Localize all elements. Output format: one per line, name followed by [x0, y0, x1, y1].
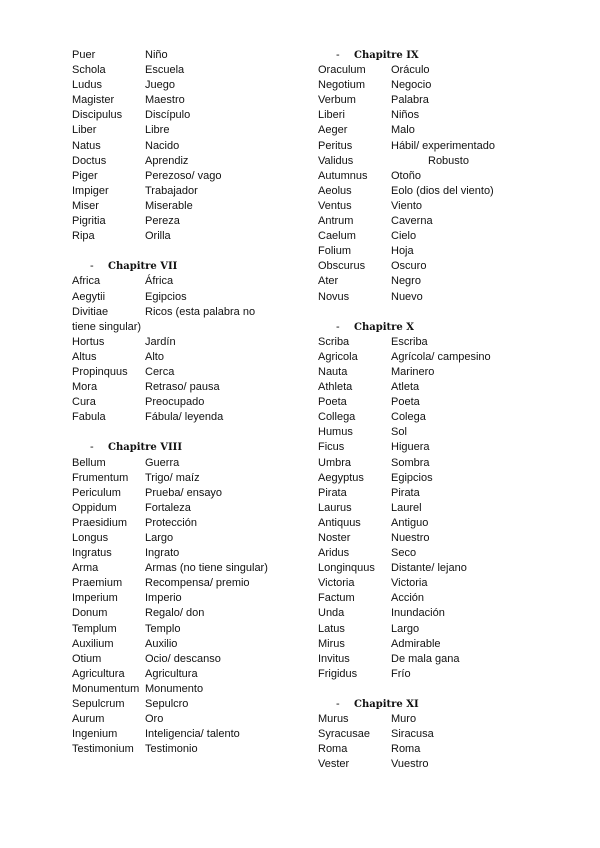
latin-word: Mora	[72, 381, 98, 394]
latin-word: Nauta	[318, 365, 348, 378]
vocab-row	[72, 380, 302, 395]
latin-word: Imperium	[72, 592, 118, 605]
latin-word: Templum	[72, 622, 117, 635]
latin-word: Syracusae	[318, 728, 370, 741]
spanish-translation: Siracusa	[391, 728, 434, 741]
translation-continuation: tiene singular)	[72, 320, 142, 333]
latin-word: Piger	[72, 169, 98, 182]
latin-word: Humus	[318, 426, 353, 439]
vocab-row	[72, 214, 302, 229]
spanish-translation: Hábil/ experimentado	[391, 139, 495, 152]
latin-word: Aridus	[318, 547, 350, 560]
vocab-row	[72, 531, 302, 546]
vocab-row	[318, 199, 578, 214]
spanish-translation: Miserable	[145, 199, 193, 212]
vocab-row	[318, 516, 578, 531]
spanish-translation: Largo	[145, 532, 174, 544]
vocab-row	[72, 78, 302, 93]
latin-word: Africa	[72, 275, 101, 288]
vocab-row	[72, 712, 302, 727]
spanish-translation: Atleta	[391, 381, 420, 394]
vocab-row	[72, 546, 302, 561]
vocab-row	[318, 456, 578, 471]
vocab-row	[318, 546, 578, 561]
chapter-heading-ix	[318, 48, 578, 63]
vocab-row	[72, 123, 302, 138]
spanish-translation: Guerra	[145, 456, 180, 469]
spacer	[318, 682, 578, 697]
latin-word: Discipulus	[72, 109, 123, 122]
vocab-row	[72, 652, 302, 667]
vocab-row	[318, 214, 578, 229]
spanish-translation: Otoño	[391, 169, 421, 182]
spanish-translation: Preocupado	[145, 396, 205, 409]
vocab-row	[318, 93, 578, 108]
latin-word: Laurus	[318, 501, 352, 514]
ch11-vocab-list	[318, 712, 578, 772]
vocab-row	[318, 425, 578, 440]
latin-word: Sepulcrum	[72, 698, 125, 711]
ch7-vocab-list-a	[72, 274, 302, 304]
spanish-translation: Ricos (esta palabra no	[145, 305, 256, 318]
latin-word: Pigritia	[72, 215, 106, 228]
latin-word: Mirus	[318, 637, 345, 650]
latin-word: Monumentum	[72, 682, 140, 695]
spanish-translation: Higuera	[391, 441, 430, 454]
latin-word: Longinquus	[318, 562, 375, 575]
latin-word: Ingratus	[72, 547, 112, 560]
heading-title: Chapitre XI	[354, 699, 419, 711]
left-column	[72, 48, 302, 757]
spanish-translation: Ingrato	[145, 547, 180, 560]
latin-word: Longus	[72, 532, 109, 544]
vocab-row	[318, 290, 578, 305]
latin-word: Divitiae	[72, 305, 109, 318]
spanish-translation: Robusto	[428, 154, 469, 167]
vocab-row	[318, 108, 578, 123]
vocab-row	[72, 154, 302, 169]
ch8-vocab-list	[72, 456, 302, 758]
vocab-row	[72, 682, 302, 697]
ch9-vocab-list-a	[318, 63, 578, 154]
spanish-translation: Inundación	[391, 607, 445, 620]
spanish-translation: Alto	[145, 350, 164, 363]
latin-word: Impiger	[72, 184, 109, 197]
spanish-translation: Imperio	[145, 592, 182, 605]
ch10-vocab-list	[318, 335, 578, 682]
spanish-translation: Victoria	[391, 577, 428, 590]
vocab-row	[318, 139, 578, 154]
vocab-row	[318, 335, 578, 350]
vocab-row	[318, 380, 578, 395]
latin-word: Praesidium	[72, 516, 128, 529]
spanish-translation: Eolo (dios del viento)	[391, 184, 494, 197]
latin-word: Noster	[318, 532, 351, 544]
spanish-translation: Libre	[145, 124, 170, 137]
spanish-translation: Pereza	[145, 215, 180, 228]
spanish-translation: Maestro	[145, 94, 185, 107]
heading-title: Chapitre VIII	[108, 442, 183, 454]
latin-word: Agricola	[318, 350, 358, 363]
latin-word: Invitus	[318, 652, 350, 665]
spanish-translation: Recompensa/ premio	[145, 577, 250, 590]
vocab-row	[72, 290, 302, 305]
spanish-translation: Pirata	[391, 486, 420, 499]
spanish-translation: Admirable	[391, 637, 441, 650]
latin-word: Liberi	[318, 109, 345, 122]
vocab-row-validus	[318, 154, 578, 169]
spanish-translation: Oráculo	[391, 64, 430, 77]
latin-word: Aegyptus	[318, 471, 364, 484]
latin-word: Ater	[318, 275, 339, 288]
latin-word: Testimonium	[72, 743, 134, 756]
heading-dash: -	[90, 441, 94, 454]
vocab-row	[72, 169, 302, 184]
spanish-translation: África	[145, 275, 174, 288]
vocab-row	[72, 395, 302, 410]
latin-word: Vester	[318, 758, 350, 771]
spanish-translation: Auxilio	[145, 637, 178, 650]
spanish-translation: Templo	[145, 622, 181, 635]
spanish-translation: Monumento	[145, 682, 204, 695]
vocab-row	[72, 606, 302, 621]
vocab-row	[318, 501, 578, 516]
vocab-row	[72, 501, 302, 516]
latin-word: Hortus	[72, 335, 105, 348]
spanish-translation: Jardín	[145, 335, 176, 348]
spanish-translation: Negocio	[391, 79, 432, 92]
spanish-translation: Frío	[391, 667, 411, 680]
latin-word: Doctus	[72, 154, 107, 167]
latin-word: Oraculum	[318, 64, 366, 77]
chapter-heading-vii	[72, 259, 302, 274]
latin-word: Validus	[318, 154, 354, 167]
vocab-row	[318, 712, 578, 727]
latin-word: Agricultura	[72, 667, 125, 680]
vocab-row	[318, 606, 578, 621]
latin-word: Ficus	[318, 441, 345, 454]
vocab-row	[72, 516, 302, 531]
spanish-translation: Cerca	[145, 365, 175, 378]
spanish-translation: Caverna	[391, 215, 433, 228]
vocab-row	[318, 365, 578, 380]
latin-word: Unda	[318, 607, 345, 620]
vocab-row	[318, 667, 578, 682]
vocab-row	[318, 395, 578, 410]
latin-word: Aeger	[318, 124, 348, 137]
latin-word: Aeolus	[318, 184, 352, 197]
spanish-translation: Oro	[145, 713, 164, 726]
latin-word: Altus	[72, 350, 97, 363]
latin-word: Arma	[72, 562, 99, 575]
latin-word: Fabula	[72, 411, 106, 424]
spanish-translation: Vuestro	[391, 758, 429, 771]
spanish-translation: Juego	[145, 79, 175, 92]
chapter-heading-viii	[72, 440, 302, 455]
spanish-translation: Sepulcro	[145, 698, 189, 711]
latin-word: Roma	[318, 743, 348, 756]
spanish-translation: Distante/ lejano	[391, 562, 467, 575]
spanish-translation: Regalo/ don	[145, 607, 205, 620]
vocab-row	[318, 63, 578, 78]
latin-word: Pirata	[318, 486, 347, 499]
latin-word: Poeta	[318, 396, 347, 409]
spanish-translation: Muro	[391, 713, 417, 726]
latin-word: Puer	[72, 49, 96, 61]
spanish-translation: Escriba	[391, 335, 428, 348]
vocab-row	[318, 637, 578, 652]
vocab-row	[72, 561, 302, 576]
spanish-translation: Testimonio	[145, 743, 198, 756]
spanish-translation: Aprendiz	[145, 154, 189, 167]
latin-word: Negotium	[318, 79, 366, 92]
latin-word: Natus	[72, 139, 101, 152]
heading-dash: -	[336, 320, 340, 333]
latin-word: Ingenium	[72, 728, 118, 741]
spanish-translation: Sombra	[391, 456, 430, 469]
vocab-row	[72, 471, 302, 486]
vocab-row	[72, 742, 302, 757]
spanish-translation: Trabajador	[145, 184, 198, 197]
latin-word: Liber	[72, 124, 97, 137]
vocab-row	[318, 591, 578, 606]
spanish-translation: Prueba/ ensayo	[145, 486, 223, 499]
spanish-translation: Nuestro	[391, 532, 430, 544]
latin-word: Periculum	[72, 486, 121, 499]
latin-word: Auxilium	[72, 637, 114, 650]
vocab-row	[72, 727, 302, 742]
heading-title: Chapitre IX	[354, 50, 419, 61]
latin-word: Obscurus	[318, 260, 366, 273]
latin-word: Umbra	[318, 456, 352, 469]
vocab-row	[318, 742, 578, 757]
vocab-row	[72, 697, 302, 712]
vocab-row-divitiae	[72, 305, 302, 320]
vocab-row	[72, 456, 302, 471]
spanish-translation: Niños	[391, 109, 420, 122]
vocab-row	[318, 78, 578, 93]
ch7-vocab-list-b	[72, 335, 302, 426]
vocab-row	[72, 139, 302, 154]
spanish-translation: Agrícola/ campesino	[391, 350, 491, 363]
latin-word: Bellum	[72, 456, 106, 469]
latin-word: Folium	[318, 245, 352, 258]
vocab-row	[318, 123, 578, 138]
spanish-translation: Palabra	[391, 94, 429, 107]
spanish-translation: Poeta	[391, 396, 420, 409]
latin-word: Latus	[318, 622, 345, 635]
vocab-row	[318, 440, 578, 455]
vocab-row	[72, 591, 302, 606]
spanish-translation: Retraso/ pausa	[145, 381, 220, 394]
chapter-heading-x	[318, 320, 578, 335]
latin-word: Murus	[318, 713, 349, 726]
spanish-translation: Roma	[391, 743, 421, 756]
latin-word: Collega	[318, 411, 356, 424]
latin-word: Aurum	[72, 713, 105, 726]
latin-word: Verbum	[318, 94, 356, 107]
latin-word: Antiquus	[318, 516, 361, 529]
vocab-row	[318, 531, 578, 546]
spanish-translation: Cielo	[391, 230, 417, 243]
latin-word: Antrum	[318, 215, 354, 228]
latin-word: Schola	[72, 64, 106, 77]
latin-word: Oppidum	[72, 501, 117, 514]
latin-word: Frigidus	[318, 667, 358, 680]
ch9-vocab-list-b	[318, 169, 578, 305]
latin-word: Propinquus	[72, 365, 128, 378]
spanish-translation: Nacido	[145, 139, 180, 152]
vocab-row	[318, 652, 578, 667]
heading-title: Chapitre VII	[108, 261, 178, 273]
spanish-translation: Sol	[391, 426, 407, 439]
spanish-translation: Escuela	[145, 64, 185, 77]
intro-vocab-list	[72, 48, 302, 244]
vocab-row	[72, 229, 302, 244]
spanish-translation: Discípulo	[145, 109, 191, 122]
vocab-row	[318, 576, 578, 591]
vocab-row	[318, 561, 578, 576]
vocab-row	[72, 48, 302, 63]
vocab-row	[318, 169, 578, 184]
vocab-row	[318, 184, 578, 199]
spanish-translation: Egipcios	[391, 471, 433, 484]
vocab-row	[318, 486, 578, 501]
latin-word: Factum	[318, 592, 355, 605]
vocab-row	[318, 259, 578, 274]
right-column	[318, 48, 578, 773]
spacer	[72, 425, 302, 440]
latin-word: Victoria	[318, 577, 355, 590]
spanish-translation: Fábula/ leyenda	[145, 411, 224, 424]
spanish-translation: Colega	[391, 411, 426, 424]
spanish-translation: De mala gana	[391, 652, 460, 665]
vocab-row	[318, 229, 578, 244]
latin-word: Cura	[72, 396, 96, 409]
latin-word: Athleta	[318, 381, 353, 394]
spanish-translation: Laurel	[391, 501, 422, 514]
vocab-row	[72, 108, 302, 123]
latin-word: Praemium	[72, 577, 123, 590]
latin-word: Donum	[72, 607, 108, 620]
spanish-translation: Nuevo	[391, 290, 423, 303]
vocab-row	[72, 622, 302, 637]
spanish-translation: Perezoso/ vago	[145, 169, 222, 182]
latin-word: Scriba	[318, 335, 350, 348]
spanish-translation: Seco	[391, 547, 417, 560]
spanish-translation: Protección	[145, 516, 197, 529]
spanish-translation: Hoja	[391, 245, 414, 258]
vocab-row	[318, 274, 578, 289]
spacer	[318, 305, 578, 320]
latin-word: Autumnus	[318, 169, 368, 182]
vocab-row	[72, 486, 302, 501]
latin-word: Frumentum	[72, 471, 129, 484]
spanish-translation: Niño	[145, 49, 168, 61]
spanish-translation: Antiguo	[391, 516, 429, 529]
latin-word: Magister	[72, 94, 115, 107]
heading-dash: -	[90, 260, 94, 273]
latin-word: Aegytii	[72, 290, 106, 303]
spanish-translation: Largo	[391, 622, 420, 635]
latin-word: Miser	[72, 199, 99, 212]
vocab-row	[72, 350, 302, 365]
vocab-row	[318, 471, 578, 486]
spanish-translation: Oscuro	[391, 260, 427, 273]
spanish-translation: Marinero	[391, 365, 435, 378]
latin-word: Otium	[72, 652, 102, 665]
vocab-row	[318, 244, 578, 259]
vocab-row	[72, 576, 302, 591]
vocab-row	[72, 63, 302, 78]
spanish-translation: Inteligencia/ talento	[145, 728, 240, 741]
heading-dash: -	[336, 49, 340, 61]
spacer	[72, 244, 302, 259]
latin-word: Peritus	[318, 139, 353, 152]
vocab-row	[72, 199, 302, 214]
latin-word: Ventus	[318, 199, 352, 212]
chapter-heading-xi	[318, 697, 578, 712]
vocab-row	[318, 622, 578, 637]
spanish-translation: Fortaleza	[145, 501, 191, 514]
latin-word: Caelum	[318, 230, 356, 243]
vocab-row	[72, 184, 302, 199]
vocab-row	[318, 410, 578, 425]
latin-word: Ludus	[72, 79, 102, 92]
vocab-row	[72, 335, 302, 350]
spanish-translation: Agricultura	[145, 667, 198, 680]
vocab-row	[72, 667, 302, 682]
spanish-translation: Egipcios	[145, 290, 187, 303]
vocab-row	[318, 350, 578, 365]
heading-title: Chapitre X	[354, 321, 414, 333]
latin-word: Novus	[318, 290, 350, 303]
vocab-row	[318, 757, 578, 772]
vocab-row	[72, 93, 302, 108]
spanish-translation: Viento	[391, 199, 422, 212]
vocab-row	[72, 365, 302, 380]
spanish-translation: Armas (no tiene singular)	[145, 562, 268, 575]
spanish-translation: Ocio/ descanso	[145, 652, 221, 665]
spanish-translation: Trigo/ maíz	[145, 471, 200, 484]
heading-dash: -	[336, 698, 340, 711]
spanish-translation: Acción	[391, 592, 425, 605]
vocab-row	[72, 274, 302, 289]
spanish-translation: Negro	[391, 275, 421, 288]
vocab-row	[318, 727, 578, 742]
vocab-row	[72, 410, 302, 425]
spanish-translation: Malo	[391, 124, 415, 137]
vocab-row	[72, 637, 302, 652]
latin-word: Ripa	[72, 230, 95, 243]
spanish-translation: Orilla	[145, 230, 171, 243]
